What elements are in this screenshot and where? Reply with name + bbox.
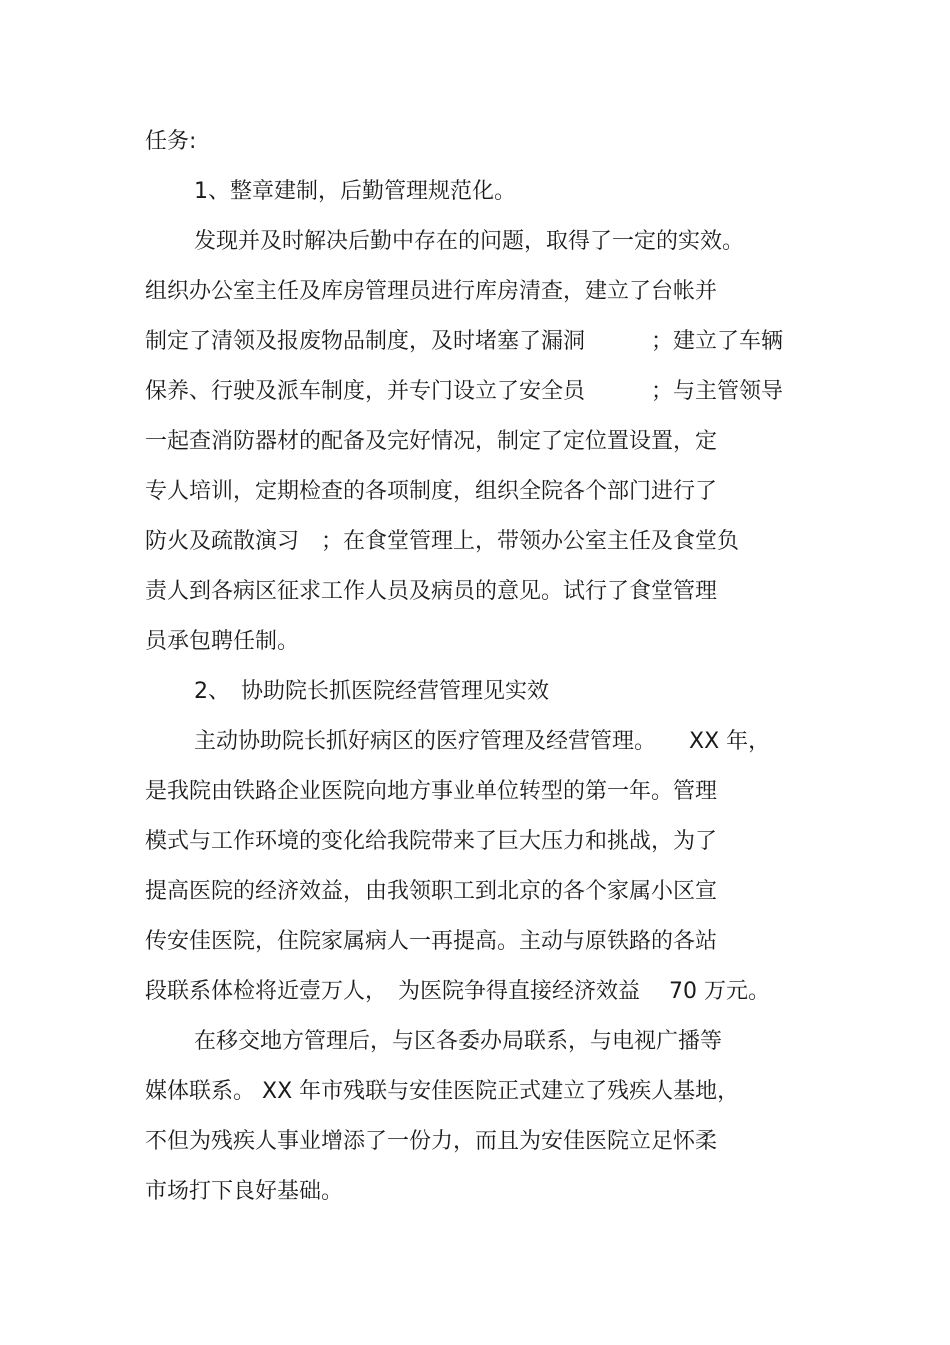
text-line: 保养、行驶及派车制度，并专门设立了安全员 ；与主管领导: [145, 379, 784, 404]
text-line: 专人培训，定期检查的各项制度，组织全院各个部门进行了: [145, 479, 718, 504]
text-line: 主动协助院长抓好病区的医疗管理及经营管理。 XX 年，: [194, 729, 771, 754]
text-line: 模式与工作环境的变化给我院带来了巨大压力和挑战，为了: [145, 829, 718, 854]
text-line: 防火及疏散演习 ；在食堂管理上，带领办公室主任及食堂负: [145, 529, 740, 554]
text-line: 媒体联系。 XX 年市残联与安佳医院正式建立了残疾人基地，: [145, 1079, 740, 1104]
text-line: 不但为残疾人事业增添了一份力，而且为安佳医院立足怀柔: [145, 1129, 718, 1154]
text-line-item-1-heading: 1、整章建制，后勤管理规范化。: [194, 179, 516, 204]
text-line: 一起查消防器材的配备及完好情况，制定了定位置设置，定: [145, 429, 718, 454]
text-line: 责人到各病区征求工作人员及病员的意见。试行了食堂管理: [145, 579, 718, 604]
text-line: 市场打下良好基础。: [145, 1179, 344, 1204]
text-line-item-2-heading: 2、 协助院长抓医院经营管理见实效: [194, 679, 549, 704]
text-line: 段联系体检将近壹万人， 为医院争得直接经济效益 70 万元。: [145, 979, 770, 1004]
text-line: 传安佳医院，住院家属病人一再提高。主动与原铁路的各站: [145, 929, 718, 954]
text-line: 组织办公室主任及库房管理员进行库房清查，建立了台帐并: [145, 279, 718, 304]
text-line: 在移交地方管理后，与区各委办局联系，与电视广播等: [194, 1029, 723, 1054]
text-line: 提高医院的经济效益，由我领职工到北京的各个家属小区宣: [145, 879, 718, 904]
text-line: 发现并及时解决后勤中存在的问题，取得了一定的实效。: [194, 229, 745, 254]
text-line-task-heading: 任务:: [145, 129, 197, 154]
text-line: 员承包聘任制。: [145, 629, 300, 654]
text-line: 制定了清领及报废物品制度，及时堵塞了漏洞 ；建立了车辆: [145, 329, 784, 354]
text-line: 是我院由铁路企业医院向地方事业单位转型的第一年。管理: [145, 779, 718, 804]
